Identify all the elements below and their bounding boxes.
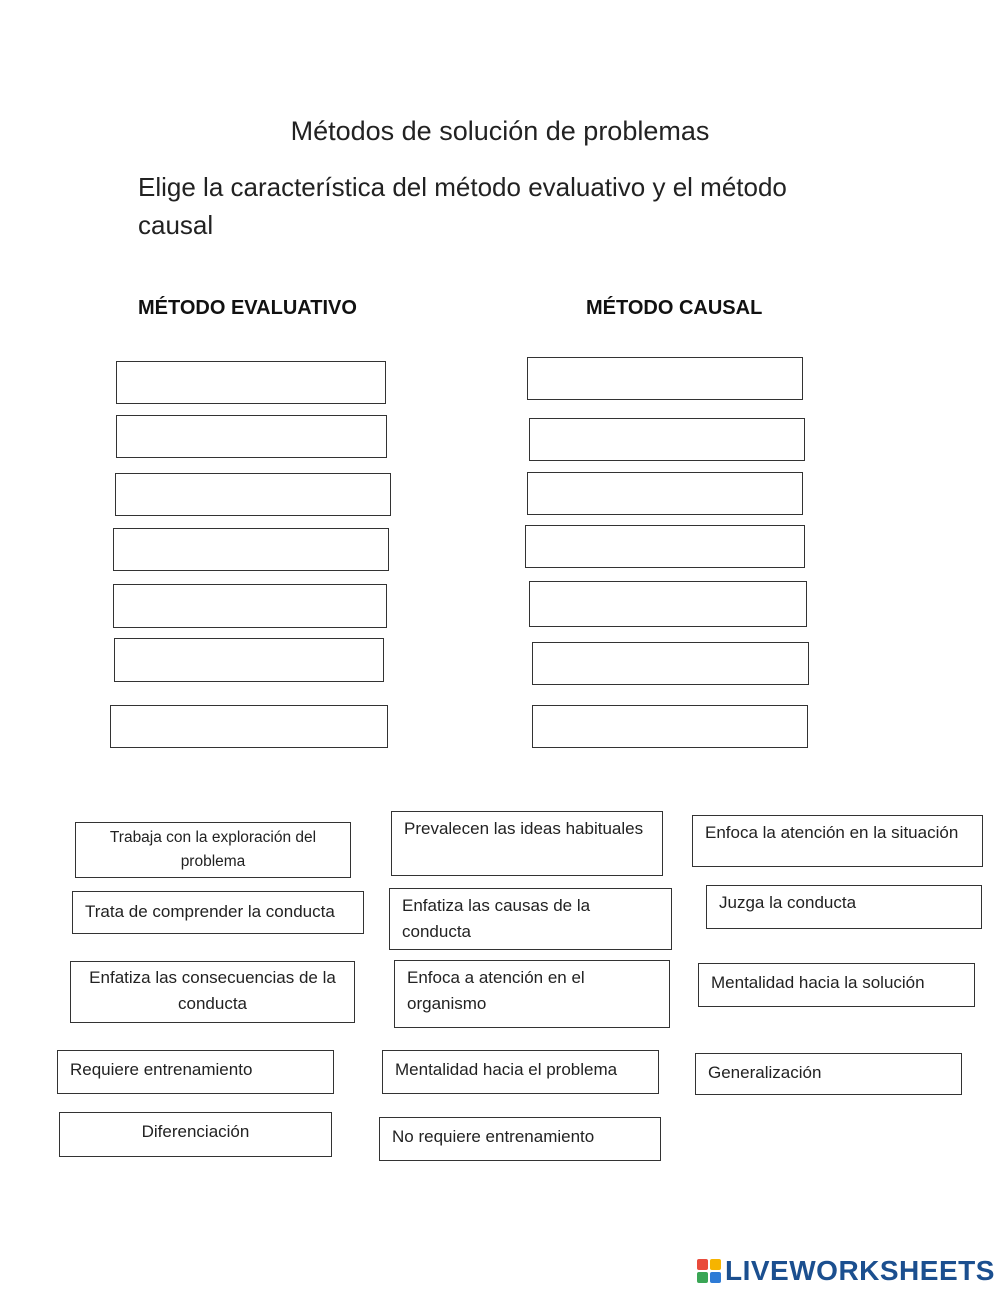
option-card[interactable]: Enfatiza las causas de la conducta bbox=[389, 888, 672, 950]
option-card[interactable]: Trata de comprender la conducta bbox=[72, 891, 364, 934]
column-header-evaluative: MÉTODO EVALUATIVO bbox=[138, 297, 357, 319]
option-card[interactable]: Diferenciación bbox=[59, 1112, 332, 1157]
option-card[interactable]: Prevalecen las ideas habituales bbox=[391, 811, 663, 876]
option-card[interactable]: Requiere entrenamiento bbox=[57, 1050, 334, 1094]
drop-box-causal-3[interactable] bbox=[527, 472, 803, 515]
column-header-causal: MÉTODO CAUSAL bbox=[586, 297, 763, 319]
drop-box-causal-1[interactable] bbox=[527, 357, 803, 400]
logo-text: LIVEWORKSHEETS bbox=[725, 1255, 995, 1286]
drop-box-evaluative-3[interactable] bbox=[115, 473, 391, 516]
liveworksheets-logo bbox=[697, 1256, 995, 1286]
option-card[interactable]: Mentalidad hacia el problema bbox=[382, 1050, 659, 1094]
option-card[interactable]: Trabaja con la exploración del problema bbox=[75, 822, 351, 878]
logo-grid-icon bbox=[697, 1259, 721, 1283]
option-card[interactable]: Juzga la conducta bbox=[706, 885, 982, 929]
page-title: Métodos de solución de problemas bbox=[290, 116, 710, 146]
drop-box-evaluative-7[interactable] bbox=[110, 705, 388, 748]
option-card[interactable]: Enfoca la atención en la situación bbox=[692, 815, 983, 867]
drop-box-evaluative-2[interactable] bbox=[116, 415, 387, 458]
drop-box-causal-5[interactable] bbox=[529, 581, 807, 627]
drop-box-evaluative-1[interactable] bbox=[116, 361, 386, 404]
drop-box-causal-6[interactable] bbox=[532, 642, 809, 685]
drop-box-evaluative-6[interactable] bbox=[114, 638, 384, 682]
instruction-text: Elige la característica del método evaluativo y el método causal bbox=[138, 172, 787, 240]
drop-box-evaluative-5[interactable] bbox=[113, 584, 387, 628]
option-card[interactable]: Mentalidad hacia la solución bbox=[698, 963, 975, 1007]
option-card[interactable]: Enfoca a atención en el organismo bbox=[394, 960, 670, 1028]
drop-box-causal-2[interactable] bbox=[529, 418, 805, 461]
drop-box-causal-7[interactable] bbox=[532, 705, 808, 748]
option-card[interactable]: Enfatiza las consecuencias de la conducta bbox=[70, 961, 355, 1023]
option-card[interactable]: Generalización bbox=[695, 1053, 962, 1095]
option-card[interactable]: No requiere entrenamiento bbox=[379, 1117, 661, 1161]
drop-box-causal-4[interactable] bbox=[525, 525, 805, 568]
drop-box-evaluative-4[interactable] bbox=[113, 528, 389, 571]
